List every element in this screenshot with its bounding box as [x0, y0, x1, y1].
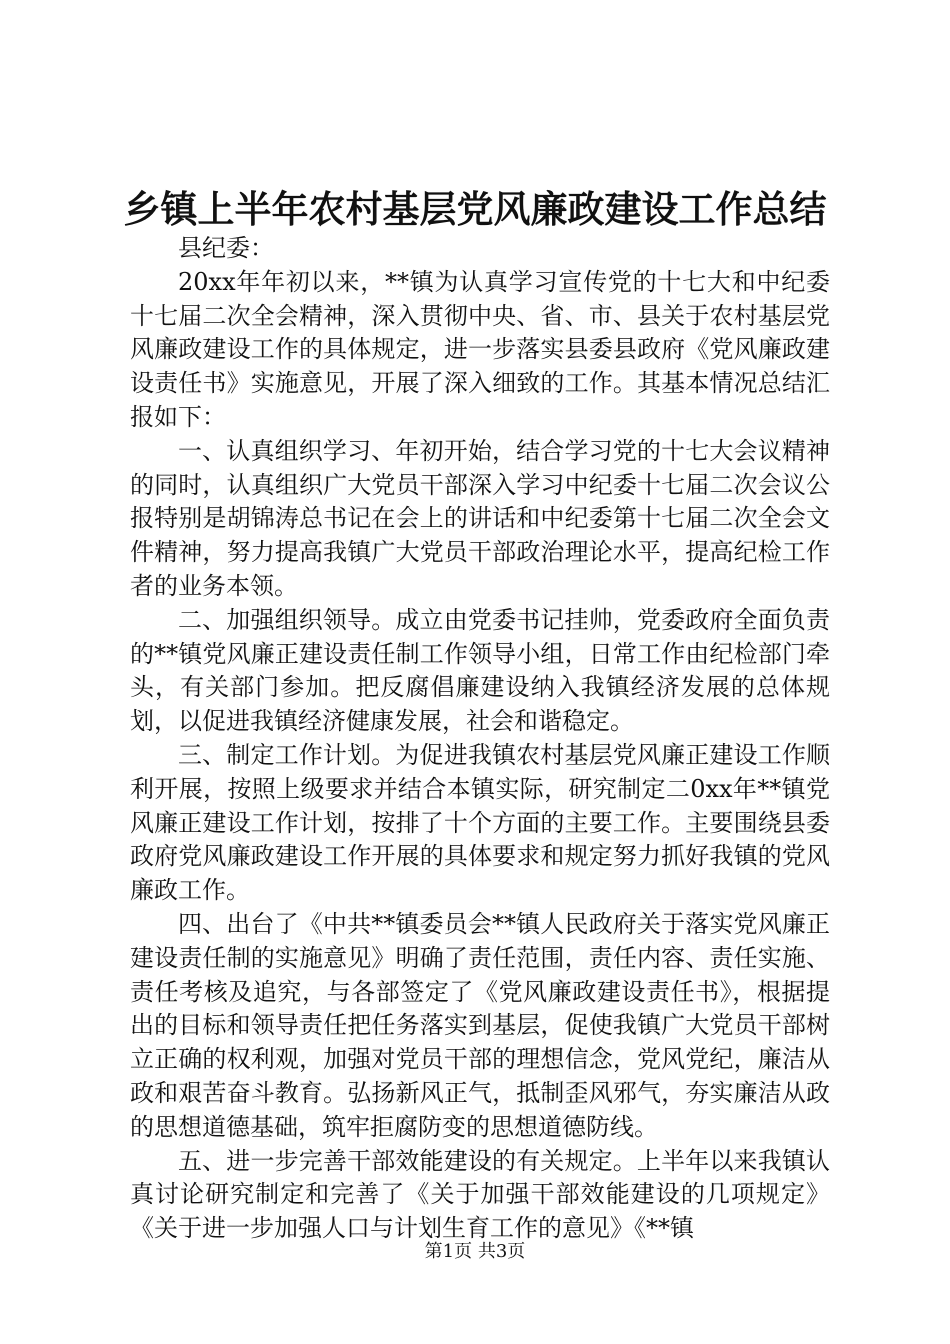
paragraph-section-2: 二、加强组织领导。成立由党委书记挂帅，党委政府全面负责的**镇党风廉正建设责任制工作领导小组，日常工作由纪检部门牵头，有关部门参加。把反腐倡廉建设纳入我镇经济发展的总体规划，以促进我镇经济健康发展，社会和谐稳定。 — [130, 605, 830, 736]
paragraph-section-3: 三、制定工作计划。为促进我镇农村基层党风廉正建设工作顺利开展，按照上级要求并结合本镇实际，研究制定二0xx年**镇党风廉正建设工作计划，按排了十个方面的主要工作。主要围绕县委政府党风廉政建设工作开展的具体要求和规定努力抓好我镇的党风廉政工作。 — [130, 740, 830, 905]
paragraph-section-1: 一、认真组织学习、年初开始，结合学习党的十七大会议精神的同时，认真组织广大党员干部深入学习中纪委十七届二次会议公报特别是胡锦涛总书记在会上的讲话和中纪委第十七届二次全会文件精神，努力提高我镇广大党员干部政治理论水平，提高纪检工作者的业务本领。 — [130, 436, 830, 600]
paragraph-section-5: 五、进一步完善干部效能建设的有关规定。上半年以来我镇认真讨论研究制定和完善了《关于加强干部效能建设的几项规定》《关于进一步加强人口与计划生育工作的意见》《**镇 — [130, 1146, 830, 1243]
document-title: 乡镇上半年农村基层党风廉政建设工作总结 — [123, 187, 827, 231]
paragraph-section-4: 四、出台了《中共**镇委员会**镇人民政府关于落实党风廉正建设责任制的实施意见》明确了责任范围，责任内容、责任实施、责任考核及追究，与各部签定了《党风廉政建设责任书》，根据提出的目标和领导责任把任务落实到基层，促使我镇广大党员干部树立正确的权利观，加强对党员干部的理想信念，党风党纪，廉洁从政和艰苦奋斗教育。弘扬新风正气，抵制歪风邪气，夯实廉洁从政的思想道德基础，筑牢拒腐防变的思想道德防线。 — [130, 909, 830, 1141]
document-body — [130, 232, 830, 1246]
salutation: 县纪委： — [178, 234, 274, 262]
paragraph-intro: 20xx年年初以来，**镇为认真学习宣传党的十七大和中纪委十七届二次全会精神，深入贯彻中央、省、市、县关于农村基层党风廉政建设工作的具体规定，进一步落实县委县政府《党风廉政建设责任书》实施意见，开展了深入细致的工作。其基本情况总结汇报如下： — [130, 267, 830, 431]
page-number-footer: 第1页 共3页 — [424, 1241, 526, 1262]
